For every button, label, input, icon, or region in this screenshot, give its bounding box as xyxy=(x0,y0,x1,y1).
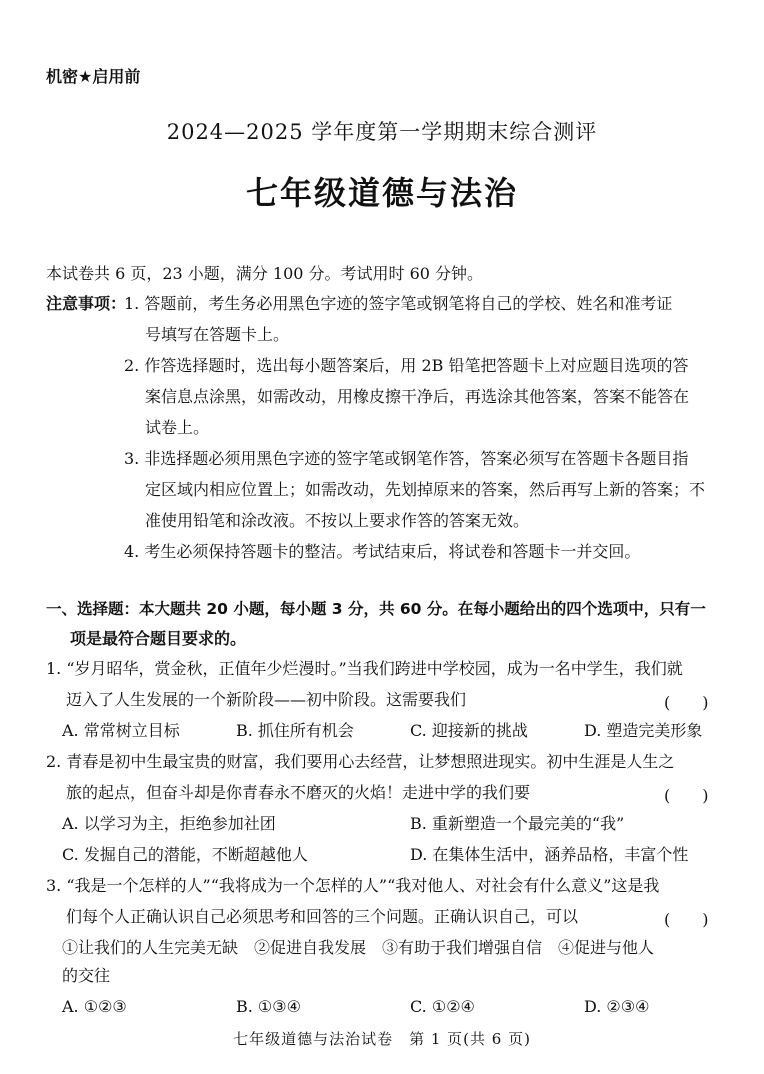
question-1-option-c: C. 迎接新的挑战 xyxy=(410,721,528,740)
question-1-option-b: B. 抓住所有机会 xyxy=(236,721,354,740)
question-2-line-1: 2. 青春是初中生最宝贵的财富，我们要用心去经营，让梦想照进现实。初中生涯是人生之 xyxy=(46,752,675,771)
question-3-answer-blank: ( ) xyxy=(664,910,709,929)
question-2-line-2: 旅的起点，但奋斗却是你青春永不磨灭的火焰！走进中学的我们要 xyxy=(66,783,531,802)
question-3-option-c: C. ①②④ xyxy=(410,997,475,1016)
question-2-option-a: A. 以学习为主，拒绝参加社团 xyxy=(62,814,276,833)
question-2-option-d: D. 在集体生活中，涵养品格，丰富个性 xyxy=(410,845,689,864)
subject-title: 七年级道德与法治 xyxy=(245,174,518,212)
question-3-option-a: A. ①②③ xyxy=(62,997,127,1016)
page-footer: 七年级道德与法治试卷 第 1 页(共 6 页) xyxy=(233,1030,531,1048)
question-3-option-d: D. ②③④ xyxy=(584,997,650,1016)
question-1-line-2: 迈入了人生发展的一个新阶段——初中阶段。这需要我们 xyxy=(66,690,467,709)
section-heading-line-2: 项是最符合题目要求的。 xyxy=(70,629,247,648)
notice-item-4-line-1: 4. 考生必须保持答题卡的整洁。考试结束后，将试卷和答题卡一并交回。 xyxy=(124,542,641,561)
notice-item-3-line-1: 3. 非选择题必须用黑色字迹的签字笔或钢笔作答，答案必须写在答题卡各题目指 xyxy=(124,449,689,468)
question-3-statements-line-1: ①让我们的人生完美无缺 ②促进自我发展 ③有助于我们增强自信 ④促进与他人 xyxy=(62,938,655,957)
notice-item-3-line-3: 准使用铅笔和涂改液。不按以上要求作答的答案无效。 xyxy=(145,511,530,530)
question-2-option-c: C. 发掘自己的潜能，不断超越他人 xyxy=(62,845,308,864)
exam-summary: 本试卷共 6 页，23 小题，满分 100 分。考试用时 60 分钟。 xyxy=(46,264,484,283)
question-3-line-1: 3. “我是一个怎样的人”“我将成为一个怎样的人”“我对他人、对社会有什么意义”这是我 xyxy=(46,876,660,895)
question-2-option-b: B. 重新塑造一个最完美的“我” xyxy=(410,814,625,833)
notice-item-1-line-1: 1. 答题前，考生务必用黑色字迹的签字笔或钢笔将自己的学校、姓名和准考证 xyxy=(124,294,673,313)
question-1-option-a: A. 常常树立目标 xyxy=(62,721,180,740)
question-3-option-b: B. ①③④ xyxy=(236,997,301,1016)
exam-title: 2024—2025 学年度第一学期期末综合测评 xyxy=(166,120,598,144)
notice-item-2-line-1: 2. 作答选择题时，选出每小题答案后，用 2B 铅笔把答题卡上对应题目选项的答 xyxy=(124,356,689,375)
section-heading-line-1: 一、选择题：本大题共 20 小题，每小题 3 分，共 60 分。在每小题给出的四个选项中，只有一 xyxy=(46,600,706,618)
question-3-statements-line-2: 的交往 xyxy=(62,966,111,985)
notice-item-2-line-3: 试卷上。 xyxy=(145,418,210,437)
question-1-answer-blank: ( ) xyxy=(664,693,709,712)
notice-item-3-line-2: 定区域内相应位置上；如需改动，先划掉原来的答案，然后再写上新的答案；不 xyxy=(145,480,706,499)
notice-label: 注意事项： xyxy=(46,294,127,313)
question-3-line-2: 们每个人正确认识自己必须思考和回答的三个问题。正确认识自己，可以 xyxy=(66,907,579,926)
question-2-answer-blank: ( ) xyxy=(664,786,709,805)
notice-item-1-line-2: 号填写在答题卡上。 xyxy=(145,325,290,344)
confidential-label: 机密★启用前 xyxy=(46,67,141,86)
question-1-option-d: D. 塑造完美形象 xyxy=(584,721,703,740)
question-1-line-1: 1. “岁月昭华，赏金秋，正值年少烂漫时。”当我们跨进中学校园，成为一名中学生，我们就 xyxy=(46,659,683,678)
notice-item-2-line-2: 案信息点涂黑，如需改动，用橡皮擦干净后，再选涂其他答案，答案不能答在 xyxy=(145,387,690,406)
